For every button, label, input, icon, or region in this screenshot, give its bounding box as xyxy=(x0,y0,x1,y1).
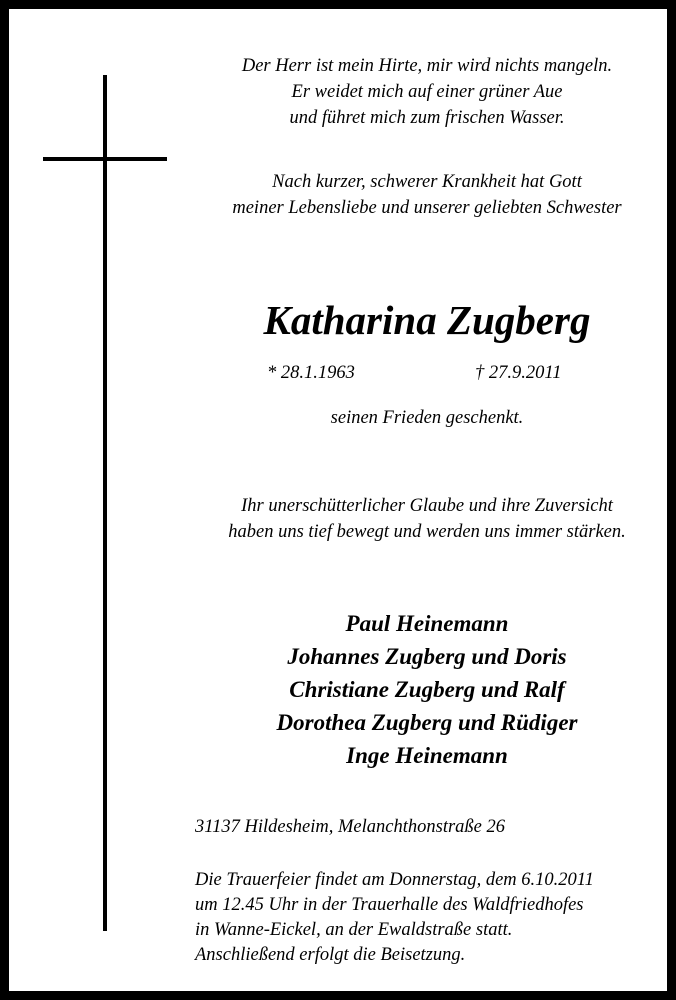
faith-line: Ihr unerschütterlicher Glaube und ihre Zuversicht xyxy=(241,496,613,516)
deceased-name: Katharina Zugberg xyxy=(263,297,591,343)
psalm-line: Der Herr ist mein Hirte, mir wird nichts mangeln. xyxy=(241,56,613,76)
cross-icon-horizontal-bar xyxy=(43,157,167,161)
funeral-line: Anschließend erfolgt die Beisetzung. xyxy=(195,945,466,965)
family-address: 31137 Hildesheim, Melanchthonstraße 26 xyxy=(195,817,506,837)
mourner-name: Dorothea Zugberg und Rüdiger xyxy=(276,710,578,735)
intro-line: meiner Lebensliebe und unserer geliebten Schwester xyxy=(232,198,622,218)
mourners-list xyxy=(187,607,667,772)
funeral-notice xyxy=(195,868,594,968)
funeral-line: in Wanne-Eickel, an der Ewaldstraße statt. xyxy=(195,920,513,940)
psalm-line: und führet mich zum frischen Wasser. xyxy=(289,108,565,128)
psalm-verse xyxy=(187,53,667,131)
intro-line: Nach kurzer, schwerer Krankheit hat Gott xyxy=(272,172,582,192)
faith-text xyxy=(187,493,667,545)
birth-date: * 28.1.1963 xyxy=(267,363,355,383)
funeral-line: um 12.45 Uhr in der Trauerhalle des Waldfriedhofes xyxy=(195,895,584,915)
mourner-name: Paul Heinemann xyxy=(345,611,509,636)
faith-line: haben uns tief bewegt und werden uns immer stärken. xyxy=(228,522,626,542)
death-date: † 27.9.2011 xyxy=(475,363,562,383)
mourner-name: Christiane Zugberg und Ralf xyxy=(289,677,565,702)
psalm-line: Er weidet mich auf einer grüner Aue xyxy=(291,82,563,102)
peace-text: seinen Frieden geschenkt. xyxy=(330,408,524,428)
mourner-name: Inge Heinemann xyxy=(346,743,508,768)
intro-text xyxy=(187,169,667,221)
funeral-line: Die Trauerfeier findet am Donnerstag, dem 6.10.2011 xyxy=(195,870,594,890)
cross-icon-vertical-bar xyxy=(103,75,107,931)
mourner-name: Johannes Zugberg und Doris xyxy=(287,644,567,669)
